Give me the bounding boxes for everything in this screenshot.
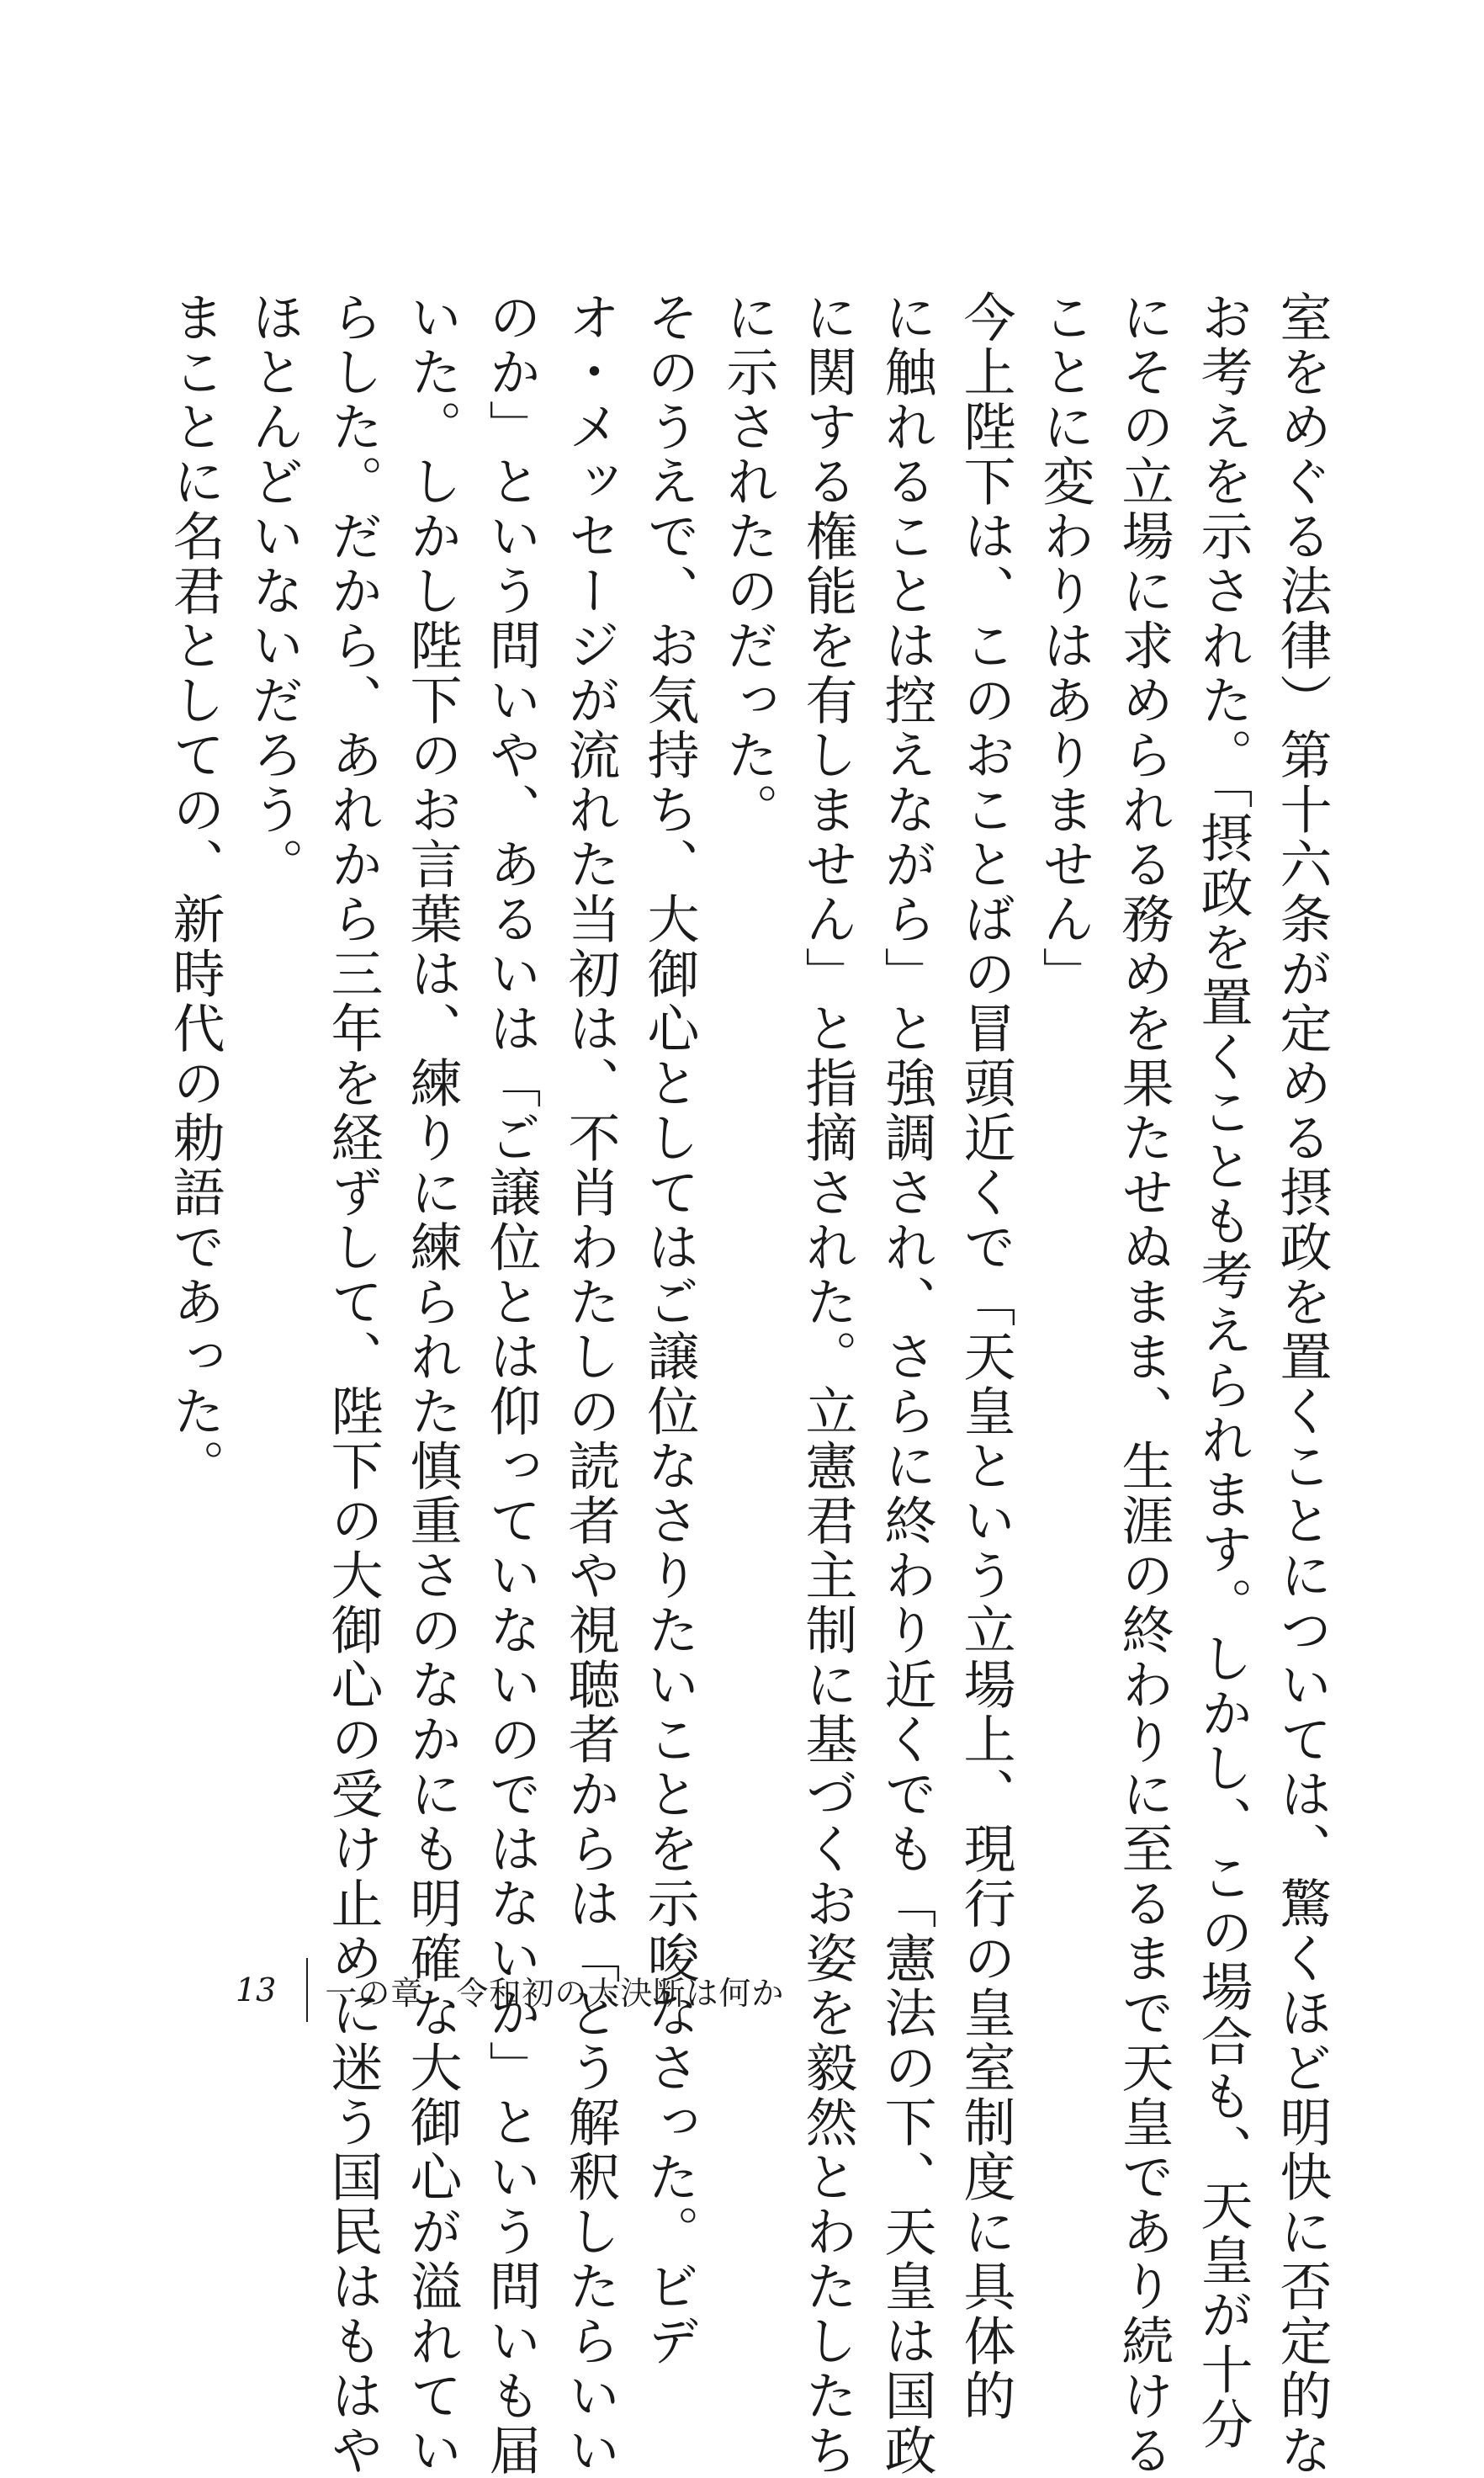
text-line: のか」という問いや、あるいは「ご譲位とは仰っていないのではないか」という問いも届	[480, 290, 542, 2478]
text-line: に触れることは控えながら」と強調され、さらに終わり近くでも「憲法の下、天皇は国政	[876, 290, 937, 2478]
text-line: いた。しかし陛下のお言葉は、練りに練られた慎重さのなかにも明確な大御心が溢れてい	[401, 290, 463, 2478]
footer-divider	[306, 1958, 308, 2022]
text-line: 室をめぐる法律）第十六条が定める摂政を置くことについては、驚くほど明快に否定的な	[1271, 290, 1333, 2478]
page-number: 13	[236, 1971, 277, 2008]
text-line: にその立場に求められる務めを果たせぬまま、生涯の終わりに至るまで天皇であり続ける	[1113, 290, 1174, 2478]
text-line: ほとんどいないだろう。	[243, 290, 305, 892]
text-line: 今上陛下は、このおことばの冒頭近くで「天皇という立場上、現行の皇室制度に具体的	[955, 290, 1016, 2423]
text-line: に示されたのだった。	[718, 290, 779, 837]
text-line: らした。だから、あれから三年を経ずして、陛下の大御心の受け止めに迷う国民はもはや	[322, 290, 384, 2478]
text-line: お考えを示された。「摂政を置くことも考えられます。しかし、この場合も、天皇が十分	[1192, 290, 1253, 2452]
text-line: ことに変わりはありません」	[1034, 290, 1095, 1001]
text-line: まことに名君としての、新時代の勅語であった。	[164, 290, 225, 1494]
text-line: オ・メッセージが流れた当初は、不肖わたしの読者や視聴者からは「どう解釈したらいい	[559, 290, 621, 2478]
text-line: に関する権能を有しません」と指摘された。立憲君主制に基づくお姿を毅然とわたしたち	[797, 290, 858, 2478]
chapter-title: 一の章 令和初の大決断は何か	[325, 1974, 785, 2012]
page-footer	[236, 1956, 784, 2024]
text-line: そのうえで、お気持ち、大御心としてはご譲位なさりたいことを示唆なさった。ビデ	[639, 290, 700, 2369]
